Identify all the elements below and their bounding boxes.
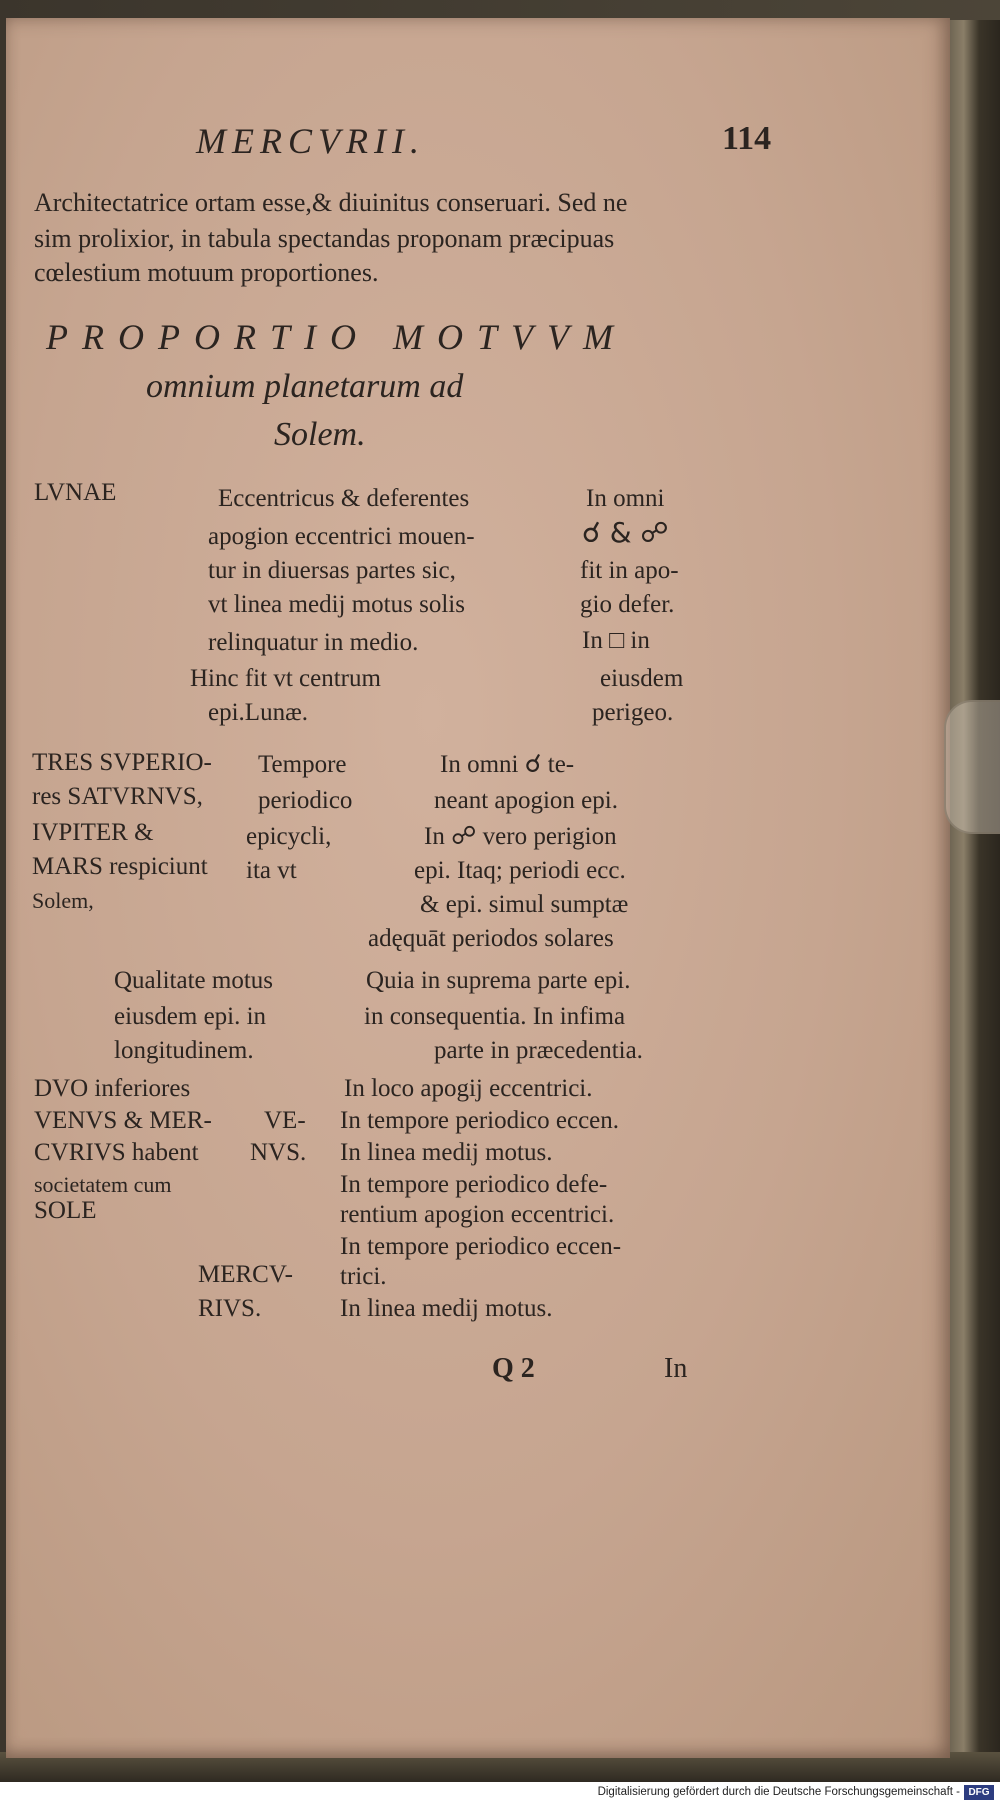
lunae-text: relinquatur in medio. [208,629,419,656]
superiores-right: epi. Itaq; periodi ecc. [414,857,626,884]
inferiores-right: In linea medij motus. [340,1139,553,1166]
lunae-text: epi.Lunæ. [208,699,308,726]
superiores-text: ita vt [246,857,297,884]
running-title: MERCVRII. [196,121,425,161]
superiores-label: Solem, [32,888,94,913]
inferiores-label: societatem cum [34,1172,172,1197]
qualitate-right: in consequentia. In infima [364,1003,626,1030]
inferiores-label: DVO inferiores [34,1075,191,1102]
section-subheading: omnium planetarum ad [146,368,464,405]
qualitate-text: longitudinem. [114,1037,254,1064]
inferiores-right: In tempore periodico eccen- [340,1233,622,1260]
superiores-text: Tempore [258,751,347,778]
superiores-right: neant apogion epi. [434,787,618,814]
lunae-text: Eccentricus & deferentes [218,485,470,512]
superiores-label: IVPITER & [32,819,154,846]
lunae-text: vt linea medij motus solis [208,591,465,618]
lunae-text: tur in diuersas partes sic, [208,557,456,584]
inferiores-label: VENVS & MER- [34,1107,212,1134]
lunae-right: In □ in [582,627,650,654]
intro-line: Architectatrice ortam esse,& diuinitus conseruari. Sed ne [34,188,628,217]
lunae-text: Hinc fit vt centrum [190,665,381,692]
book-edge [948,20,1000,1780]
section-heading: PROPORTIO MOTVVM [46,317,627,357]
page-number: 114 [722,120,772,157]
qualitate-right: Quia in suprema parte epi. [366,967,631,994]
inferiores-right: In loco apogij eccentrici. [344,1075,593,1102]
intro-line: cœlestium motuum proportiones. [34,258,379,287]
superiores-right: adęquāt periodos solares [368,925,614,952]
inferiores-right: In linea medij motus. [340,1295,553,1322]
section-subheading: Solem. [274,416,366,453]
lunae-right: eiusdem [600,665,684,692]
superiores-right: In ☍ vero perigion [424,823,617,850]
qualitate-right: parte in præcedentia. [434,1037,643,1064]
intro-line: sim prolixior, in tabula spectandas proponam præcipuas [34,224,615,253]
superiores-text: periodico [258,787,353,814]
superiores-right: In omni ☌ te- [440,751,575,778]
inferiores-right: In tempore periodico defe- [340,1171,608,1198]
lunae-right: perigeo. [592,699,674,726]
superiores-label: res SATVRNVS, [32,783,203,810]
inferiores-label: SOLE [34,1197,97,1224]
catchword: In [664,1353,688,1384]
venus-label: NVS. [250,1139,307,1166]
superiores-label: TRES SVPERIO- [32,749,212,776]
inferiores-right: rentium apogion eccentrici. [340,1201,615,1228]
conjunction-opposition-symbols: ☌ & ☍ [582,516,669,549]
dfg-logo: DFG [964,1785,994,1800]
inferiores-label: CVRIVS habent [34,1139,199,1166]
venus-label: VE- [264,1107,306,1134]
qualitate-text: Qualitate motus [114,967,273,994]
lunae-right: gio defer. [580,591,675,618]
superiores-label: MARS respiciunt [32,853,208,880]
signature-mark: Q 2 [492,1353,535,1384]
mercurius-label: RIVS. [198,1295,262,1322]
inferiores-right: In tempore periodico eccen. [340,1107,620,1134]
page-clip [944,700,1000,834]
lunae-text: apogion eccentrici mouen- [208,523,475,550]
superiores-right: & epi. simul sumptæ [420,891,629,918]
footer-credit: Digitalisierung gefördert durch die Deutsche Forschungsgemeinschaft - [597,1786,960,1798]
lunae-right: fit in apo- [580,557,679,584]
mercurius-label: MERCV- [198,1261,293,1288]
qualitate-text: eiusdem epi. in [114,1003,267,1030]
superiores-text: epicycli, [246,823,332,850]
lunae-right: In omni [586,485,665,512]
lunae-label: LVNAE [34,479,117,506]
inferiores-right: trici. [340,1263,387,1290]
